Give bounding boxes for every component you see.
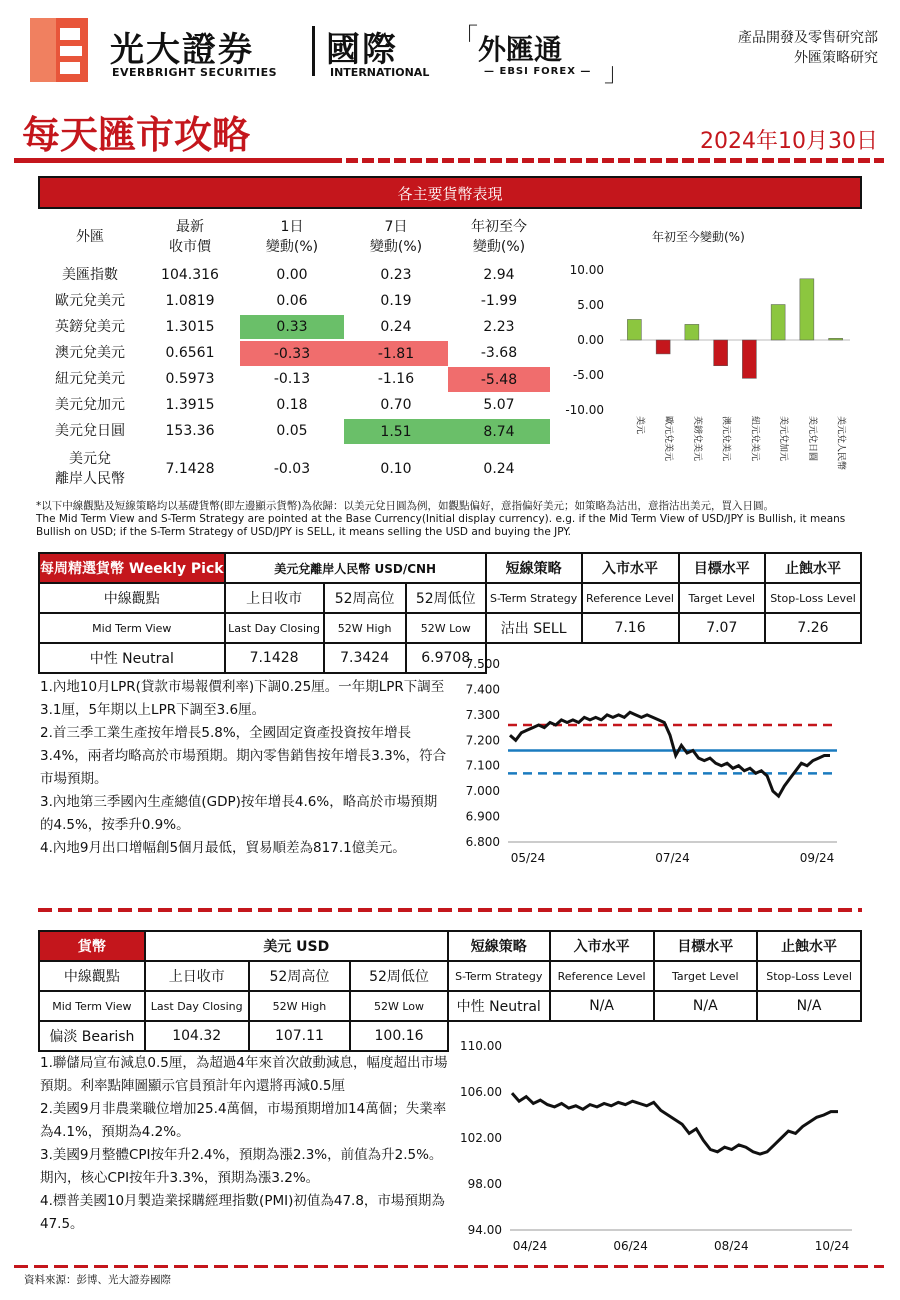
table-row bbox=[40, 340, 550, 366]
high-52w-value: 7.3424 bbox=[324, 643, 406, 673]
high-52w-en: 52W High bbox=[249, 991, 351, 1021]
change-ytd: 0.24 bbox=[483, 461, 515, 477]
last-close: 104.316 bbox=[161, 267, 219, 283]
list-item: 4.內地9月出口增幅創5個月最低，貿易順差為817.1億美元。 bbox=[40, 840, 406, 856]
target-level-label: Target Level bbox=[679, 583, 765, 613]
ref-header: 入市水平 bbox=[582, 553, 679, 583]
x-tick-label: 澳元兌美元 bbox=[720, 416, 731, 462]
change-ytd: 5.07 bbox=[483, 396, 515, 413]
note-zh: *以下中線觀點及短線策略均以基礎貨幣(即左邊顯示貨幣)為依歸：以美元兌日圓為例，如觀點偏好，意指偏好美元；如策略為沽出，意指沽出美元，買入日圓。 bbox=[36, 500, 774, 512]
list-item: 1.內地10月LPR(貸款市場報價利率)下調0.25厘。一年期LPR下調至3.1厘，5年期以上LPR下調至3.6厘。 bbox=[40, 679, 445, 718]
y-tick-label: 102.00 bbox=[460, 1131, 502, 1145]
change-7d: 0.23 bbox=[380, 267, 412, 283]
x-tick-label: 06/24 bbox=[613, 1239, 648, 1253]
y-tick-label: 106.00 bbox=[460, 1085, 502, 1099]
strategy-value: 中性 Neutral bbox=[448, 991, 550, 1021]
x-tick-label: 05/24 bbox=[510, 851, 546, 865]
col-header-ytd: 年初至今 變動(%) bbox=[471, 219, 527, 255]
bar bbox=[656, 340, 670, 354]
x-tick-label: 美元兌日圓 bbox=[806, 416, 817, 462]
bar bbox=[800, 279, 814, 340]
ytd-chart-title: 年初至今變動(%) bbox=[652, 230, 745, 244]
target-header: 目標水平 bbox=[679, 553, 765, 583]
table-row bbox=[40, 392, 550, 418]
pair-name: 英鎊兌美元 bbox=[55, 319, 125, 335]
change-ytd: -1.99 bbox=[480, 293, 518, 309]
ref-level-label: Reference Level bbox=[582, 583, 679, 613]
y-tick-label: 7.100 bbox=[465, 758, 500, 773]
last-close-value: 104.32 bbox=[145, 1021, 249, 1051]
y-tick-label: -5.00 bbox=[572, 368, 604, 382]
change-7d: -1.81 bbox=[344, 340, 448, 366]
stop-level-value: 7.26 bbox=[765, 613, 861, 643]
last-close: 0.5973 bbox=[165, 371, 215, 387]
x-tick-label: 美元兌加元 bbox=[778, 416, 789, 462]
bar bbox=[685, 324, 699, 340]
strategy-value: 沽出 SELL bbox=[486, 613, 582, 643]
pair-name: 美元兌 離岸人民幣 bbox=[55, 451, 125, 487]
fx-brand-cn: 外匯通 bbox=[478, 33, 563, 66]
mid-term-en: Mid Term View bbox=[39, 991, 145, 1021]
mid-term-label: 中線觀點 bbox=[39, 961, 145, 991]
table-row bbox=[40, 418, 550, 444]
brand-name-cn-2: 國際 bbox=[326, 30, 398, 70]
low-52w-value: 100.16 bbox=[350, 1021, 448, 1051]
brand-divider bbox=[312, 26, 315, 76]
table-row bbox=[40, 444, 550, 494]
stop-header: 止蝕水平 bbox=[757, 931, 861, 961]
department-line-1: 產品開發及零售研究部 bbox=[738, 30, 878, 46]
x-tick-label: 紐元兌美元 bbox=[749, 416, 760, 462]
change-7d: 1.51 bbox=[344, 418, 448, 444]
pair-name: 美元兌日圓 bbox=[55, 423, 125, 439]
low-52w-en: 52W Low bbox=[350, 991, 448, 1021]
low-52w-en: 52W Low bbox=[406, 613, 486, 643]
target-level-label: Target Level bbox=[654, 961, 758, 991]
last-close: 0.6561 bbox=[165, 345, 215, 361]
y-tick-label: 7.000 bbox=[465, 784, 500, 799]
change-7d: 0.70 bbox=[380, 396, 412, 413]
performance-header: 各主要貨幣表現 bbox=[38, 176, 862, 209]
disclaimer-note bbox=[36, 500, 866, 539]
x-tick-label: 09/24 bbox=[799, 851, 835, 865]
y-tick-label: 7.500 bbox=[465, 657, 500, 671]
mid-term-label: 中線觀點 bbox=[39, 583, 225, 613]
col-header-7d: 7日 變動(%) bbox=[369, 219, 423, 255]
change-ytd: 8.74 bbox=[448, 418, 550, 444]
high-52w-value: 107.11 bbox=[249, 1021, 351, 1051]
y-tick-label: 94.00 bbox=[467, 1223, 502, 1237]
pick1-bullets bbox=[40, 676, 450, 860]
high-52w-label: 52周高位 bbox=[249, 961, 351, 991]
x-tick-label: 美元 bbox=[634, 416, 645, 435]
usd-tag: 貨幣 bbox=[39, 931, 145, 961]
brand-name-en: EVERBRIGHT SECURITIES bbox=[112, 66, 278, 79]
x-tick-label: 04/24 bbox=[512, 1239, 548, 1253]
last-close: 153.36 bbox=[165, 423, 215, 439]
bar bbox=[742, 340, 756, 378]
change-ytd: -5.48 bbox=[448, 366, 550, 392]
performance-table bbox=[40, 210, 550, 494]
high-52w-en: 52W High bbox=[324, 613, 406, 643]
last-close: 7.1428 bbox=[165, 461, 215, 477]
last-close-label: 上日收市 bbox=[225, 583, 324, 613]
y-tick-label: 7.300 bbox=[465, 707, 500, 722]
department-line-2: 外匯策略研究 bbox=[794, 50, 878, 66]
department bbox=[738, 28, 878, 68]
stop-level-value: N/A bbox=[757, 991, 861, 1021]
x-tick-label: 10/24 bbox=[814, 1239, 850, 1253]
change-ytd: 2.94 bbox=[483, 267, 515, 283]
last-close-en: Last Day Closing bbox=[145, 991, 249, 1021]
high-52w-label: 52周高位 bbox=[324, 583, 406, 613]
y-tick-label: -10.00 bbox=[565, 403, 604, 417]
bracket-right-icon: 」 bbox=[604, 58, 631, 88]
pair-name: 歐元兌美元 bbox=[55, 293, 125, 309]
strategy-header: 短線策略 bbox=[448, 931, 550, 961]
stop-level-label: Stop-Loss Level bbox=[757, 961, 861, 991]
low-52w-label: 52周低位 bbox=[350, 961, 448, 991]
weekly-pick-tag: 每周精選貨幣 Weekly Pick bbox=[39, 553, 225, 583]
y-tick-label: 0.00 bbox=[577, 333, 604, 347]
title-rule bbox=[14, 158, 330, 163]
usd-index-line-chart bbox=[452, 1030, 862, 1258]
change-1d: -0.33 bbox=[240, 340, 344, 366]
last-close: 1.3915 bbox=[165, 397, 215, 413]
pair-name: 美匯指數 bbox=[62, 267, 118, 283]
change-1d: -0.13 bbox=[273, 371, 311, 387]
low-52w-value: 6.9708 bbox=[406, 643, 486, 673]
brand-name-en-2: INTERNATIONAL bbox=[330, 66, 430, 79]
section-separator bbox=[38, 908, 862, 912]
s-term-label: S-Term Strategy bbox=[486, 583, 582, 613]
change-1d: 0.06 bbox=[276, 292, 308, 309]
mid-term-value: 中性 Neutral bbox=[39, 643, 225, 673]
x-tick-label: 07/24 bbox=[655, 851, 690, 865]
change-ytd: 2.23 bbox=[483, 319, 515, 335]
list-item: 1.聯儲局宣布減息0.5厘，為超過4年來首次啟動減息，幅度超出市場預期。利率點陣圖顯示官員預計年內還將再減0.5厘 bbox=[40, 1055, 448, 1094]
usd-pair: 美元 USD bbox=[145, 931, 448, 961]
last-close: 1.0819 bbox=[165, 293, 215, 309]
y-tick-label: 5.00 bbox=[577, 298, 604, 312]
ref-level-value: 7.16 bbox=[582, 613, 679, 643]
x-tick-label: 美元兌人民幣 bbox=[835, 416, 846, 471]
y-tick-label: 7.400 bbox=[465, 682, 500, 697]
bracket-left-icon: 「 bbox=[452, 24, 479, 54]
mid-term-value: 偏淡 Bearish bbox=[39, 1021, 145, 1051]
change-1d: 0.18 bbox=[276, 397, 308, 413]
page-title: 每天匯市攻略 bbox=[22, 113, 251, 157]
list-item: 3.內地第三季國內生產總值(GDP)按年增長4.6%，略高於市場預期的4.5%，按季升0.9%。 bbox=[40, 794, 438, 833]
strategy-header: 短線策略 bbox=[486, 553, 582, 583]
pair-name: 澳元兌美元 bbox=[55, 345, 125, 361]
list-item: 2.美國9月非農業職位增加25.4萬個，市場預期增加14萬個；失業率為4.1%，預期為4.2%。 bbox=[40, 1101, 447, 1140]
brand-name-cn: 光大證券 bbox=[110, 30, 254, 70]
mid-term-en: Mid Term View bbox=[39, 613, 225, 643]
list-item: 4.標普美國10月製造業採購經理指數(PMI)初值為47.8，市場預期為47.5。 bbox=[40, 1193, 445, 1232]
fx-brand-en: — EBSI FOREX — bbox=[484, 66, 592, 77]
usdcnh-line-chart bbox=[452, 650, 852, 880]
y-tick-label: 6.800 bbox=[465, 835, 500, 849]
bar bbox=[829, 338, 843, 340]
y-tick-label: 6.900 bbox=[465, 809, 500, 824]
change-7d: 0.19 bbox=[380, 293, 412, 309]
weekly-pick-pair: 美元兌離岸人民幣 USD/CNH bbox=[225, 553, 486, 583]
x-tick-label: 英鎊兌美元 bbox=[691, 416, 702, 462]
table-row bbox=[40, 262, 550, 288]
y-tick-label: 10.00 bbox=[569, 263, 604, 277]
change-1d: 0.05 bbox=[276, 423, 308, 439]
pair-name: 美元兌加元 bbox=[55, 397, 125, 413]
ref-header: 入市水平 bbox=[550, 931, 654, 961]
y-tick-label: 98.00 bbox=[467, 1177, 502, 1191]
change-7d: 0.10 bbox=[380, 461, 412, 477]
stop-header: 止蝕水平 bbox=[765, 553, 861, 583]
change-ytd: -3.68 bbox=[480, 344, 518, 361]
stop-level-label: Stop-Loss Level bbox=[765, 583, 861, 613]
x-tick-label: 歐元兌美元 bbox=[663, 416, 674, 462]
bar bbox=[714, 340, 728, 366]
bar bbox=[771, 305, 785, 340]
note-en: The Mid Term View and S-Term Strategy are pointed at the Base Currency(Initial display currency). e.g. if the Mid Term View of USD/JPY is Bullish, it means Bullish on USD; if the S-Term Strategy of USD/JPY is SELL, it means selling the USD and buying the JPY. bbox=[36, 513, 846, 538]
change-1d: 0.00 bbox=[276, 267, 308, 283]
table-row bbox=[40, 366, 550, 392]
col-header-pair: 外匯 bbox=[76, 229, 104, 245]
bar bbox=[627, 319, 641, 340]
last-close-value: 7.1428 bbox=[225, 643, 324, 673]
x-tick-label: 08/24 bbox=[714, 1239, 749, 1253]
last-close-en: Last Day Closing bbox=[225, 613, 324, 643]
change-7d: 0.24 bbox=[380, 318, 412, 335]
report-date: 2024年10月30日 bbox=[700, 129, 878, 154]
col-header-last: 最新 收市價 bbox=[169, 219, 211, 255]
target-header: 目標水平 bbox=[654, 931, 758, 961]
data-source: 資料來源：彭博、光大證券國際 bbox=[24, 1274, 171, 1286]
table-row bbox=[40, 314, 550, 340]
price-line bbox=[512, 1093, 838, 1154]
y-tick-label: 7.200 bbox=[465, 733, 500, 748]
ytd-bar-chart bbox=[560, 250, 860, 480]
target-level-value: N/A bbox=[654, 991, 758, 1021]
change-1d: 0.33 bbox=[240, 314, 344, 340]
list-item: 2.首三季工業生產按年增長5.8%，全國固定資產投資按年增長3.4%，兩者均略高於市場預期。期內零售銷售按年增長3.3%，符合市場預期。 bbox=[40, 725, 447, 787]
target-level-value: 7.07 bbox=[679, 613, 765, 643]
y-tick-label: 110.00 bbox=[460, 1039, 502, 1053]
col-header-1d: 1日 變動(%) bbox=[265, 219, 319, 255]
table-row bbox=[40, 288, 550, 314]
everbright-logo-icon bbox=[30, 18, 88, 82]
change-7d: -1.16 bbox=[377, 371, 415, 387]
last-close: 1.3015 bbox=[165, 319, 215, 335]
footer-rule bbox=[14, 1265, 884, 1268]
ref-level-label: Reference Level bbox=[550, 961, 654, 991]
last-close-label: 上日收市 bbox=[145, 961, 249, 991]
low-52w-label: 52周低位 bbox=[406, 583, 486, 613]
title-rule-dashed bbox=[330, 158, 884, 163]
pair-name: 紐元兌美元 bbox=[55, 371, 125, 387]
s-term-label: S-Term Strategy bbox=[448, 961, 550, 991]
list-item: 3.美國9月整體CPI按年升2.4%，預期為漲2.3%，前值為升2.5%。期內，核心CPI按年升3.3%，預期為漲3.2%。 bbox=[40, 1147, 443, 1186]
pick2-bullets bbox=[40, 1052, 450, 1236]
change-1d: -0.03 bbox=[273, 461, 311, 477]
ref-level-value: N/A bbox=[550, 991, 654, 1021]
